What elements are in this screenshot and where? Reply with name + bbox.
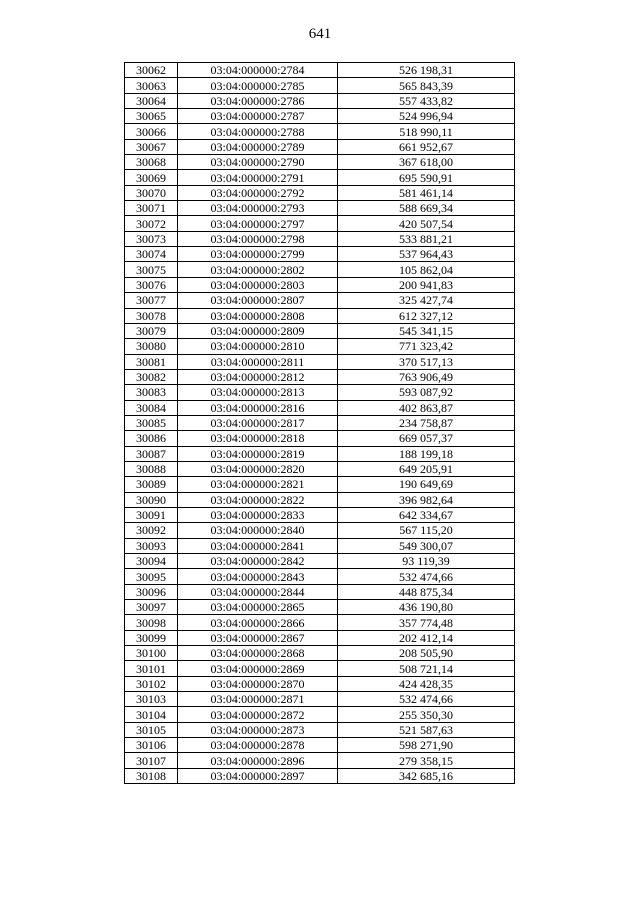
table-row (125, 369, 515, 384)
table-row (125, 615, 515, 630)
amount-cell: 279 358,15 (338, 753, 515, 768)
table-row (125, 584, 515, 599)
row-number-cell: 30075 (125, 262, 178, 277)
table-row (125, 676, 515, 691)
cadastral-number-cell: 03:04:000000:2807 (178, 293, 338, 308)
amount-cell: 669 057,37 (338, 431, 515, 446)
table-row (125, 507, 515, 522)
amount-cell: 537 964,43 (338, 247, 515, 262)
row-number-cell: 30083 (125, 385, 178, 400)
row-number-cell: 30063 (125, 78, 178, 93)
table-row (125, 155, 515, 170)
amount-cell: 188 199,18 (338, 446, 515, 461)
row-number-cell: 30064 (125, 93, 178, 108)
cadastral-number-cell: 03:04:000000:2868 (178, 646, 338, 661)
table-row (125, 124, 515, 139)
cadastral-number-cell: 03:04:000000:2790 (178, 155, 338, 170)
table-row (125, 492, 515, 507)
cadastral-number-cell: 03:04:000000:2870 (178, 676, 338, 691)
cadastral-number-cell: 03:04:000000:2833 (178, 507, 338, 522)
amount-cell: 202 412,14 (338, 630, 515, 645)
row-number-cell: 30090 (125, 492, 178, 507)
cadastral-number-cell: 03:04:000000:2788 (178, 124, 338, 139)
row-number-cell: 30079 (125, 323, 178, 338)
row-number-cell: 30107 (125, 753, 178, 768)
cadastral-number-cell: 03:04:000000:2817 (178, 415, 338, 430)
page-number: 641 (308, 26, 332, 42)
row-number-cell: 30082 (125, 369, 178, 384)
cadastral-number-cell: 03:04:000000:2822 (178, 492, 338, 507)
cadastral-number-cell: 03:04:000000:2873 (178, 722, 338, 737)
cadastral-number-cell: 03:04:000000:2819 (178, 446, 338, 461)
amount-cell: 649 205,91 (338, 461, 515, 476)
row-number-cell: 30089 (125, 477, 178, 492)
amount-cell: 695 590,91 (338, 170, 515, 185)
amount-cell: 567 115,20 (338, 523, 515, 538)
cadastral-number-cell: 03:04:000000:2789 (178, 139, 338, 154)
amount-cell: 105 862,04 (338, 262, 515, 277)
amount-cell: 93 119,39 (338, 554, 515, 569)
cadastral-number-cell: 03:04:000000:2787 (178, 109, 338, 124)
cadastral-number-cell: 03:04:000000:2843 (178, 569, 338, 584)
table-row (125, 385, 515, 400)
table-row (125, 661, 515, 676)
amount-cell: 367 618,00 (338, 155, 515, 170)
amount-cell: 581 461,14 (338, 185, 515, 200)
table-row (125, 569, 515, 584)
row-number-cell: 30068 (125, 155, 178, 170)
cadastral-number-cell: 03:04:000000:2810 (178, 339, 338, 354)
row-number-cell: 30065 (125, 109, 178, 124)
row-number-cell: 30062 (125, 63, 178, 78)
table-row (125, 646, 515, 661)
row-number-cell: 30085 (125, 415, 178, 430)
cadastral-number-cell: 03:04:000000:2897 (178, 768, 338, 783)
cadastral-number-cell: 03:04:000000:2811 (178, 354, 338, 369)
amount-cell: 588 669,34 (338, 201, 515, 216)
row-number-cell: 30106 (125, 738, 178, 753)
amount-cell: 532 474,66 (338, 569, 515, 584)
cadastral-number-cell: 03:04:000000:2866 (178, 615, 338, 630)
table-row (125, 63, 515, 78)
data-table (124, 62, 515, 784)
amount-cell: 190 649,69 (338, 477, 515, 492)
cadastral-number-cell: 03:04:000000:2791 (178, 170, 338, 185)
row-number-cell: 30104 (125, 707, 178, 722)
table-row (125, 630, 515, 645)
row-number-cell: 30096 (125, 584, 178, 599)
amount-cell: 557 433,82 (338, 93, 515, 108)
amount-cell: 508 721,14 (338, 661, 515, 676)
table-row (125, 247, 515, 262)
amount-cell: 448 875,34 (338, 584, 515, 599)
cadastral-number-cell: 03:04:000000:2867 (178, 630, 338, 645)
table-row (125, 323, 515, 338)
amount-cell: 598 271,90 (338, 738, 515, 753)
cadastral-number-cell: 03:04:000000:2808 (178, 308, 338, 323)
table-row (125, 339, 515, 354)
table-row (125, 139, 515, 154)
table-row (125, 201, 515, 216)
amount-cell: 526 198,31 (338, 63, 515, 78)
cadastral-number-cell: 03:04:000000:2784 (178, 63, 338, 78)
table-row (125, 415, 515, 430)
cadastral-number-cell: 03:04:000000:2816 (178, 400, 338, 415)
cadastral-number-cell: 03:04:000000:2842 (178, 554, 338, 569)
table-row (125, 277, 515, 292)
cadastral-number-cell: 03:04:000000:2798 (178, 231, 338, 246)
amount-cell: 661 952,67 (338, 139, 515, 154)
table-row (125, 523, 515, 538)
table-row (125, 461, 515, 476)
amount-cell: 549 300,07 (338, 538, 515, 553)
row-number-cell: 30088 (125, 461, 178, 476)
row-number-cell: 30097 (125, 600, 178, 615)
table-row (125, 477, 515, 492)
amount-cell: 357 774,48 (338, 615, 515, 630)
cadastral-number-cell: 03:04:000000:2869 (178, 661, 338, 676)
row-number-cell: 30092 (125, 523, 178, 538)
table-row (125, 231, 515, 246)
table-row (125, 538, 515, 553)
table-row (125, 216, 515, 231)
row-number-cell: 30108 (125, 768, 178, 783)
cadastral-number-cell: 03:04:000000:2872 (178, 707, 338, 722)
amount-cell: 208 505,90 (338, 646, 515, 661)
cadastral-number-cell: 03:04:000000:2785 (178, 78, 338, 93)
amount-cell: 771 323,42 (338, 339, 515, 354)
cadastral-number-cell: 03:04:000000:2812 (178, 369, 338, 384)
cadastral-number-cell: 03:04:000000:2821 (178, 477, 338, 492)
amount-cell: 593 087,92 (338, 385, 515, 400)
cadastral-number-cell: 03:04:000000:2896 (178, 753, 338, 768)
row-number-cell: 30101 (125, 661, 178, 676)
table-row (125, 262, 515, 277)
cadastral-number-cell: 03:04:000000:2865 (178, 600, 338, 615)
table-row (125, 738, 515, 753)
amount-cell: 612 327,12 (338, 308, 515, 323)
cadastral-number-cell: 03:04:000000:2813 (178, 385, 338, 400)
row-number-cell: 30091 (125, 507, 178, 522)
table-row (125, 185, 515, 200)
table-row (125, 707, 515, 722)
amount-cell: 396 982,64 (338, 492, 515, 507)
cadastral-number-cell: 03:04:000000:2840 (178, 523, 338, 538)
amount-cell: 200 941,83 (338, 277, 515, 292)
cadastral-number-cell: 03:04:000000:2841 (178, 538, 338, 553)
row-number-cell: 30100 (125, 646, 178, 661)
table-row (125, 400, 515, 415)
amount-cell: 402 863,87 (338, 400, 515, 415)
row-number-cell: 30099 (125, 630, 178, 645)
cadastral-number-cell: 03:04:000000:2803 (178, 277, 338, 292)
table-row (125, 600, 515, 615)
cadastral-number-cell: 03:04:000000:2878 (178, 738, 338, 753)
row-number-cell: 30084 (125, 400, 178, 415)
row-number-cell: 30069 (125, 170, 178, 185)
row-number-cell: 30066 (125, 124, 178, 139)
table-row (125, 554, 515, 569)
row-number-cell: 30070 (125, 185, 178, 200)
row-number-cell: 30073 (125, 231, 178, 246)
amount-cell: 342 685,16 (338, 768, 515, 783)
row-number-cell: 30080 (125, 339, 178, 354)
row-number-cell: 30076 (125, 277, 178, 292)
table-row (125, 293, 515, 308)
amount-cell: 642 334,67 (338, 507, 515, 522)
row-number-cell: 30071 (125, 201, 178, 216)
cadastral-number-cell: 03:04:000000:2871 (178, 692, 338, 707)
row-number-cell: 30103 (125, 692, 178, 707)
table-row (125, 354, 515, 369)
row-number-cell: 30067 (125, 139, 178, 154)
row-number-cell: 30098 (125, 615, 178, 630)
row-number-cell: 30102 (125, 676, 178, 691)
row-number-cell: 30093 (125, 538, 178, 553)
table-row (125, 753, 515, 768)
amount-cell: 325 427,74 (338, 293, 515, 308)
row-number-cell: 30087 (125, 446, 178, 461)
row-number-cell: 30094 (125, 554, 178, 569)
amount-cell: 532 474,66 (338, 692, 515, 707)
row-number-cell: 30078 (125, 308, 178, 323)
amount-cell: 424 428,35 (338, 676, 515, 691)
amount-cell: 763 906,49 (338, 369, 515, 384)
table-row (125, 722, 515, 737)
cadastral-number-cell: 03:04:000000:2799 (178, 247, 338, 262)
cadastral-number-cell: 03:04:000000:2809 (178, 323, 338, 338)
cadastral-number-cell: 03:04:000000:2786 (178, 93, 338, 108)
table-row (125, 308, 515, 323)
amount-cell: 518 990,11 (338, 124, 515, 139)
amount-cell: 545 341,15 (338, 323, 515, 338)
table-row (125, 93, 515, 108)
table-row (125, 109, 515, 124)
table-row (125, 431, 515, 446)
table-body (125, 63, 515, 784)
cadastral-number-cell: 03:04:000000:2793 (178, 201, 338, 216)
row-number-cell: 30077 (125, 293, 178, 308)
row-number-cell: 30074 (125, 247, 178, 262)
table-row (125, 446, 515, 461)
cadastral-number-cell: 03:04:000000:2844 (178, 584, 338, 599)
cadastral-number-cell: 03:04:000000:2802 (178, 262, 338, 277)
cadastral-number-cell: 03:04:000000:2820 (178, 461, 338, 476)
table-row (125, 768, 515, 783)
cadastral-number-cell: 03:04:000000:2818 (178, 431, 338, 446)
row-number-cell: 30086 (125, 431, 178, 446)
table-row (125, 170, 515, 185)
amount-cell: 436 190,80 (338, 600, 515, 615)
row-number-cell: 30105 (125, 722, 178, 737)
row-number-cell: 30072 (125, 216, 178, 231)
cadastral-number-cell: 03:04:000000:2797 (178, 216, 338, 231)
amount-cell: 234 758,87 (338, 415, 515, 430)
row-number-cell: 30081 (125, 354, 178, 369)
amount-cell: 420 507,54 (338, 216, 515, 231)
amount-cell: 370 517,13 (338, 354, 515, 369)
amount-cell: 521 587,63 (338, 722, 515, 737)
table-row (125, 692, 515, 707)
amount-cell: 565 843,39 (338, 78, 515, 93)
table-row (125, 78, 515, 93)
row-number-cell: 30095 (125, 569, 178, 584)
amount-cell: 524 996,94 (338, 109, 515, 124)
cadastral-number-cell: 03:04:000000:2792 (178, 185, 338, 200)
amount-cell: 533 881,21 (338, 231, 515, 246)
amount-cell: 255 350,30 (338, 707, 515, 722)
